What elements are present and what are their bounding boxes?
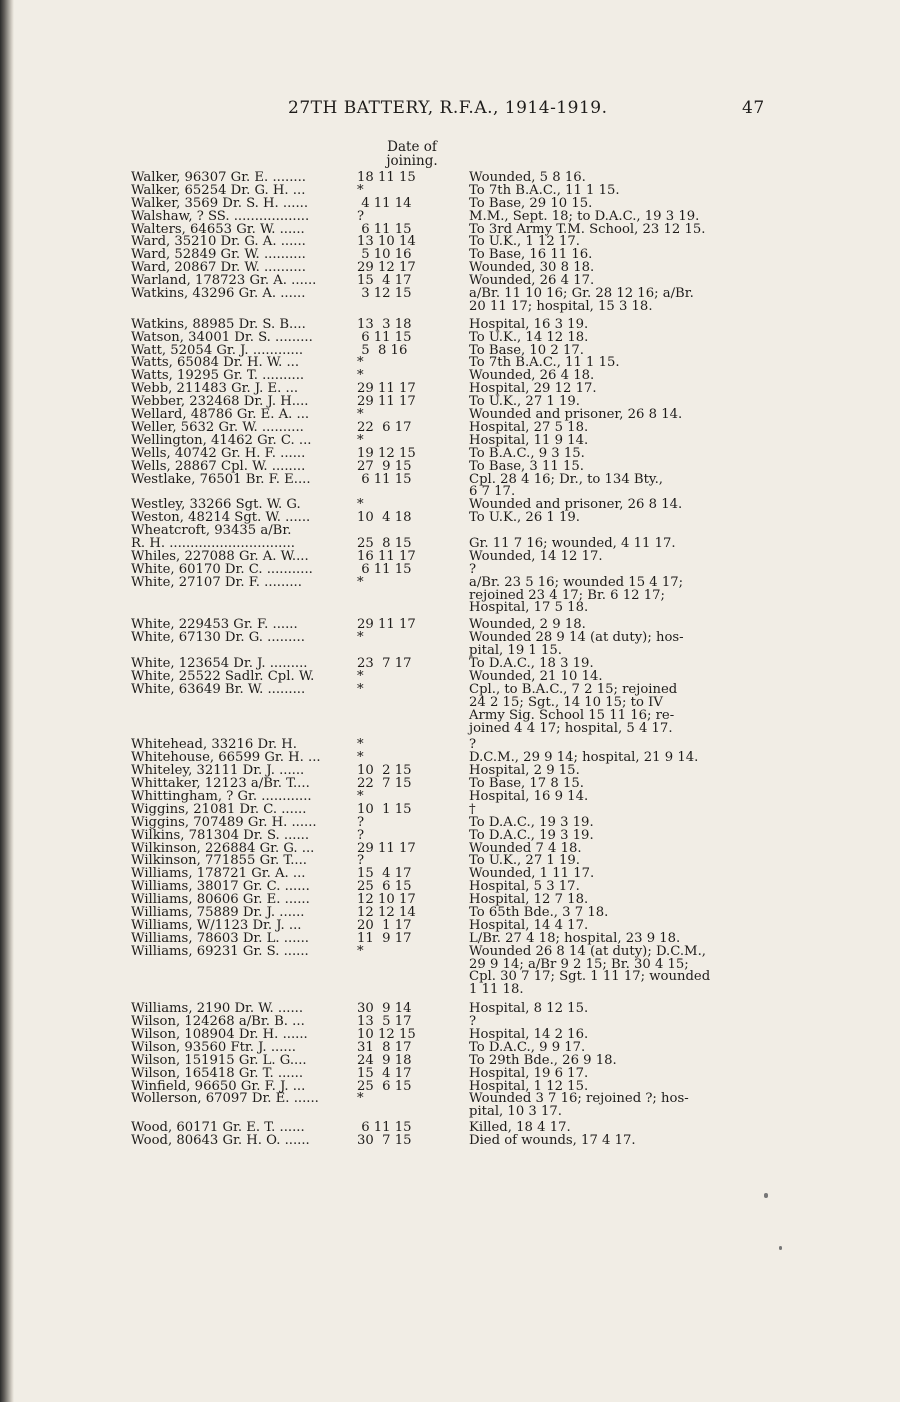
service-note: Wounded, 14 12 17.: [469, 548, 603, 564]
joining-date: 10 12 15: [357, 1027, 416, 1043]
soldier-name: White, 123654 Dr. J. .........: [131, 656, 308, 672]
ink-speck: [764, 1193, 768, 1198]
soldier-name: Watson, 34001 Dr. S. .........: [131, 329, 313, 345]
soldier-name: Weston, 48214 Sgt. W. ......: [131, 510, 311, 526]
joining-date: 10 1 15: [357, 801, 412, 817]
service-note: a/Br. 23 5 16; wounded 15 4 17; rejoined 23 4 17; Br. 6 12 17; Hospital, 17 5 18.: [469, 574, 684, 616]
joining-date: 30 9 14: [357, 1001, 412, 1017]
service-note: To Base, 10 2 17.: [469, 342, 584, 358]
service-note: Wounded, 5 8 16.: [469, 170, 586, 185]
joining-date: 29 11 17: [357, 617, 416, 633]
joining-date: 13 5 17: [357, 1014, 412, 1030]
joining-date: 25 8 15: [357, 535, 412, 551]
service-note: Wounded 26 8 14 (at duty); D.C.M., 29 9 14; a/Br 9 2 15; Br. 30 4 15; Cpl. 30 7 17; Sgt. 1 11 17; wounded 1 11 18.: [469, 943, 711, 998]
joining-date: 15 4 17: [357, 866, 412, 882]
service-note: ?: [469, 737, 477, 753]
service-note: To Base, 29 10 15.: [469, 195, 593, 211]
soldier-name: Williams, 80606 Gr. E. ......: [131, 892, 310, 908]
service-note: Wounded, 26 4 17.: [469, 273, 595, 289]
service-note: Hospital, 1 12 15.: [469, 1078, 589, 1094]
joining-date: 3 12 15: [357, 286, 412, 302]
joining-date: 15 4 17: [357, 273, 412, 289]
service-note: M.M., Sept. 18; to D.A.C., 19 3 19.: [469, 208, 700, 224]
service-note: Wounded 3 7 16; rejoined ?; hos- pital, 10 3 17.: [469, 1091, 689, 1120]
roll-entry: [0, 471, 900, 500]
joining-date: 27 9 15: [357, 458, 412, 474]
joining-date: ?: [357, 208, 365, 224]
soldier-name: Wilson, 93560 Ftr. J. ......: [131, 1039, 296, 1055]
service-note: Hospital, 16 9 14.: [469, 788, 589, 804]
service-note: To D.A.C., 19 3 19.: [469, 814, 594, 830]
joining-date: 25 6 15: [357, 1078, 412, 1094]
joining-date: 6 11 15: [357, 1120, 412, 1136]
soldier-name: Williams, 38017 Gr. C. ......: [131, 879, 310, 895]
joining-date: 6 11 15: [357, 221, 412, 237]
joining-date: 22 6 17: [357, 419, 412, 435]
service-note: Cpl. 28 4 16; Dr., to 134 Bty., 6 7 17.: [469, 471, 663, 500]
roll-entry: [0, 288, 900, 319]
joining-date: 24 9 18: [357, 1052, 412, 1068]
soldier-name: Watts, 19295 Gr. T. ..........: [131, 368, 305, 384]
soldier-name: Webber, 232468 Dr. J. H....: [131, 394, 309, 410]
soldier-name: Westlake, 76501 Br. F. E....: [131, 471, 311, 487]
service-note: Wounded, 26 4 18.: [469, 368, 595, 384]
joining-date: *: [357, 630, 364, 646]
soldier-name: White, 27107 Dr. F. .........: [131, 574, 302, 590]
service-note: Cpl., to B.A.C., 7 2 15; rejoined 24 2 15; Sgt., 14 10 15; to IV Army Sig. School 15 11 16; re- joined 4 4 17; hospital, 5 4 17.: [469, 681, 678, 736]
joining-date: 18 11 15: [357, 170, 416, 185]
ink-speck: [779, 1246, 782, 1250]
service-note: To Base, 16 11 16.: [469, 247, 593, 263]
service-note: To 7th B.A.C., 11 1 15.: [469, 355, 620, 371]
service-note: Hospital, 19 6 17.: [469, 1065, 589, 1081]
service-note: Died of wounds, 17 4 17.: [469, 1133, 636, 1149]
joining-date: 29 11 17: [357, 381, 416, 397]
joining-date: 19 12 15: [357, 445, 416, 461]
soldier-name: Walker, 96307 Gr. E. ........: [131, 170, 306, 185]
joining-date: 22 7 15: [357, 776, 412, 792]
joining-date: *: [357, 1091, 364, 1107]
joining-date: *: [357, 368, 364, 384]
service-note: Killed, 18 4 17.: [469, 1120, 571, 1136]
soldier-name: Westley, 33266 Sgt. W. G.: [131, 497, 301, 513]
joining-date: *: [357, 432, 364, 448]
soldier-name: Walker, 3569 Dr. S. H. ......: [131, 195, 309, 211]
roll-entry: [0, 525, 900, 551]
joining-date: 11 9 17: [357, 930, 412, 946]
joining-date: *: [357, 497, 364, 513]
roll-entry: [0, 681, 900, 740]
joining-date: ?: [357, 814, 365, 830]
service-note: To Base, 3 11 15.: [469, 458, 584, 474]
soldier-name: Whiteley, 32111 Dr. J. ......: [131, 763, 305, 779]
joining-date: *: [357, 788, 364, 804]
service-note: To Base, 17 8 15.: [469, 776, 584, 792]
soldier-name: Williams, W/1123 Dr. J. ...: [131, 917, 302, 933]
soldier-name: Watkins, 88985 Dr. S. B....: [131, 316, 306, 332]
soldier-name: Webb, 211483 Gr. J. E. ...: [131, 381, 299, 397]
soldier-name: Wellard, 48786 Gr. E. A. ...: [131, 407, 310, 423]
soldier-name: White, 60170 Dr. C. ...........: [131, 561, 313, 577]
roll-entry: [0, 1093, 900, 1122]
soldier-name: Wellington, 41462 Gr. C. ...: [131, 432, 312, 448]
joining-date: 13 10 14: [357, 234, 416, 250]
joining-date: 5 10 16: [357, 247, 412, 263]
soldier-name: Wood, 60171 Gr. E. T. ......: [131, 1120, 305, 1136]
joining-date: 29 11 17: [357, 394, 416, 410]
soldier-name: White, 25522 Sadlr. Cpl. W.: [131, 668, 315, 684]
soldier-name: Ward, 35210 Dr. G. A. ......: [131, 234, 306, 250]
joining-date: *: [357, 681, 364, 697]
page-header: [280, 98, 780, 124]
soldier-name: Wilson, 165418 Gr. T. ......: [131, 1065, 304, 1081]
service-note: †: [469, 801, 476, 817]
soldier-name: Whitehouse, 66599 Gr. H. ...: [131, 750, 321, 766]
soldier-name: Williams, 178721 Gr. A. ...: [131, 866, 306, 882]
joining-date: 12 10 17: [357, 892, 416, 908]
service-note: Hospital, 29 12 17.: [469, 381, 597, 397]
service-note: To U.K., 27 1 19.: [469, 394, 580, 410]
service-note: To 29th Bde., 26 9 18.: [469, 1052, 617, 1068]
soldier-name: Wells, 40742 Gr. H. F. ......: [131, 445, 306, 461]
service-note: Hospital, 5 3 17.: [469, 879, 580, 895]
service-note: To 65th Bde., 3 7 18.: [469, 904, 609, 920]
soldier-name: Whiles, 227088 Gr. A. W....: [131, 548, 309, 564]
page-number: 47: [742, 98, 765, 118]
service-note: To U.K., 27 1 19.: [469, 853, 580, 869]
soldier-name: Ward, 52849 Gr. W. ..........: [131, 247, 306, 263]
soldier-name: Williams, 75889 Dr. J. ......: [131, 904, 305, 920]
service-note: Hospital, 27 5 18.: [469, 419, 589, 435]
joining-date: 29 11 17: [357, 840, 416, 856]
joining-date: 5 8 16: [357, 342, 408, 358]
roll-entries: [0, 172, 900, 1148]
joining-date: 15 4 17: [357, 1065, 412, 1081]
service-note: ?: [469, 561, 477, 577]
soldier-name: Williams, 2190 Dr. W. ......: [131, 1001, 304, 1017]
soldier-name: Walshaw, ? SS. ..................: [131, 208, 310, 224]
soldier-name: White, 63649 Br. W. .........: [131, 681, 306, 697]
joining-date: *: [357, 407, 364, 423]
soldier-name: Walker, 65254 Dr. G. H. ...: [131, 182, 306, 198]
joining-date: 6 11 15: [357, 561, 412, 577]
soldier-name: Whittingham, ? Gr. ............: [131, 788, 312, 804]
soldier-name: White, 229453 Gr. F. ......: [131, 617, 298, 633]
joining-date: *: [357, 750, 364, 766]
soldier-name: Watkins, 43296 Gr. A. ......: [131, 286, 306, 302]
roll-entry: [0, 574, 900, 620]
soldier-name: Wilkinson, 226884 Gr. G. ...: [131, 840, 315, 856]
soldier-name: Wilson, 151915 Gr. L. G....: [131, 1052, 307, 1068]
service-note: Hospital, 14 2 16.: [469, 1027, 589, 1043]
service-note: Hospital, 11 9 14.: [469, 432, 589, 448]
joining-date: 12 12 14: [357, 904, 416, 920]
running-title: 27TH BATTERY, R.F.A., 1914-1919.: [288, 98, 608, 118]
soldier-name: White, 67130 Dr. G. .........: [131, 630, 305, 646]
service-note: To U.K., 14 12 18.: [469, 329, 589, 345]
joining-date: 10 4 18: [357, 510, 412, 526]
soldier-name: Walters, 64653 Gr. W. ......: [131, 221, 305, 237]
service-note: Hospital, 14 4 17.: [469, 917, 589, 933]
soldier-name: Williams, 78603 Dr. L. ......: [131, 930, 309, 946]
soldier-name: Watt, 52054 Gr. J. ............: [131, 342, 304, 358]
roll-entry: [0, 632, 900, 658]
service-note: Hospital, 2 9 15.: [469, 763, 580, 779]
service-note: Wounded, 30 8 18.: [469, 260, 595, 276]
joining-date: 6 11 15: [357, 471, 412, 487]
service-note: Wounded 28 9 14 (at duty); hos- pital, 19 1 15.: [469, 630, 684, 659]
service-note: To U.K., 1 12 17.: [469, 234, 580, 250]
service-note: Gr. 11 7 16; wounded, 4 11 17.: [469, 535, 676, 551]
soldier-name: Wiggins, 707489 Gr. H. ......: [131, 814, 317, 830]
joining-date: 25 6 15: [357, 879, 412, 895]
service-note: Hospital, 12 7 18.: [469, 892, 589, 908]
joining-date: 10 2 15: [357, 763, 412, 779]
service-note: To D.A.C., 19 3 19.: [469, 827, 594, 843]
service-note: a/Br. 11 10 16; Gr. 28 12 16; a/Br. 20 11 17; hospital, 15 3 18.: [469, 286, 694, 314]
joining-date: *: [357, 737, 364, 753]
service-note: D.C.M., 29 9 14; hospital, 21 9 14.: [469, 750, 699, 766]
soldier-name: Wells, 28867 Cpl. W. ........: [131, 458, 306, 474]
joining-date: 30 7 15: [357, 1133, 412, 1149]
service-note: To D.A.C., 18 3 19.: [469, 656, 594, 672]
joining-date: 6 11 15: [357, 329, 412, 345]
joining-date: *: [357, 943, 364, 959]
roll-entry: [0, 943, 900, 1004]
soldier-name: Whittaker, 12123 a/Br. T....: [131, 776, 310, 792]
soldier-name: Wiggins, 21081 Dr. C. ......: [131, 801, 307, 817]
soldier-name: Warland, 178723 Gr. A. ......: [131, 273, 317, 289]
service-note: Hospital, 16 3 19.: [469, 316, 589, 332]
joining-date: 13 3 18: [357, 316, 412, 332]
service-note: Wounded and prisoner, 26 8 14.: [469, 407, 683, 423]
soldier-name: Wilkinson, 771855 Gr. T....: [131, 853, 307, 869]
service-note: Wounded and prisoner, 26 8 14.: [469, 497, 683, 513]
soldier-name: Wilson, 108904 Dr. H. ......: [131, 1027, 308, 1043]
service-note: Wounded 7 4 18.: [469, 840, 582, 856]
soldier-name: Wheatcroft, 93435 a/Br. R. H. ..............................: [131, 523, 295, 551]
joining-date: *: [357, 355, 364, 371]
soldier-name: Wilson, 124268 a/Br. B. ...: [131, 1014, 305, 1030]
joining-date: 31 8 17: [357, 1039, 412, 1055]
joining-date: 4 11 14: [357, 195, 412, 211]
service-note: To 7th B.A.C., 11 1 15.: [469, 182, 620, 198]
soldier-name: Williams, 69231 Gr. S. ......: [131, 943, 309, 959]
soldier-name: Wollerson, 67097 Dr. E. ......: [131, 1091, 319, 1107]
service-note: Hospital, 8 12 15.: [469, 1001, 589, 1017]
service-note: To 3rd Army T.M. School, 23 12 15.: [469, 221, 706, 237]
service-note: L/Br. 27 4 18; hospital, 23 9 18.: [469, 930, 681, 946]
joining-date: 20 1 17: [357, 917, 412, 933]
joining-date: 16 11 17: [357, 548, 416, 564]
service-note: ?: [469, 1014, 477, 1030]
joining-date: ?: [357, 827, 365, 843]
joining-date: *: [357, 574, 364, 590]
soldier-name: Whitehead, 33216 Dr. H.: [131, 737, 298, 753]
service-note: To U.K., 26 1 19.: [469, 510, 580, 526]
joining-date: 29 12 17: [357, 260, 416, 276]
service-note: Wounded, 2 9 18.: [469, 617, 586, 633]
service-note: Wounded, 1 11 17.: [469, 866, 595, 882]
service-note: To B.A.C., 9 3 15.: [469, 445, 585, 461]
soldier-name: Winfield, 96650 Gr. F. J. ...: [131, 1078, 306, 1094]
joining-date: *: [357, 668, 364, 684]
soldier-name: Ward, 20867 Dr. W. ..........: [131, 260, 306, 276]
service-note: To D.A.C., 9 9 17.: [469, 1039, 586, 1055]
joining-date: *: [357, 182, 364, 198]
service-note: Wounded, 21 10 14.: [469, 668, 603, 684]
roll-entry: [0, 1135, 900, 1148]
soldier-name: Wilkins, 781304 Dr. S. ......: [131, 827, 310, 843]
soldier-name: Weller, 5632 Gr. W. ..........: [131, 419, 304, 435]
date-of-joining-heading: Date of joining.: [386, 139, 438, 169]
joining-date: 23 7 17: [357, 656, 412, 672]
soldier-name: Wood, 80643 Gr. H. O. ......: [131, 1133, 310, 1149]
joining-date: ?: [357, 853, 365, 869]
soldier-name: Watts, 65084 Dr. H. W. ...: [131, 355, 300, 371]
